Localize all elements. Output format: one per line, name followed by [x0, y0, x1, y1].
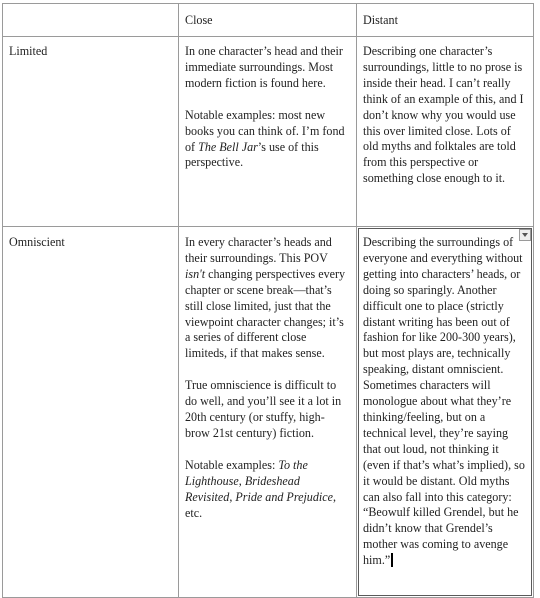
omniscient-distant-paragraph-1 [363, 235, 526, 569]
omniscient-close-p1-italic: isn't [185, 266, 206, 281]
table-header-row [3, 4, 534, 37]
limited-close-title-bell-jar: The Bell Jar [198, 139, 258, 154]
omniscient-close-p3-sep1: , [238, 473, 245, 488]
cell-omniscient-distant[interactable] [357, 227, 534, 598]
header-close-text: Close [185, 13, 213, 27]
title-brideshead-revisited: Brideshead Revisited [185, 473, 300, 504]
limited-close-paragraph-1: In one character’s head and their immediate surroundings. Most modern fiction is found here. [185, 44, 343, 90]
row-label-cell-limited[interactable] [3, 37, 179, 227]
cell-menu-button[interactable] [519, 229, 531, 241]
limited-close-p2-tail: ’s use of this perspective. [185, 139, 319, 170]
table-row-omniscient [3, 227, 534, 598]
omniscient-distant-text: Describing the surroundings of everyone and everything without getting into characters’ heads, or doing so sparingly. Another difficult one to place (strictly distant writing has been out of fashion for like 200-300 years), but most plays are, technically speaking, distant omniscient. Sometimes characters will monologue about what they’re thinking/feeling, but on a technical level, they’re saying that out loud, not thinking it (even if that’s what’s implied), so it would be distant. Old myths can also fall into this category: “Beowulf killed Grendel, but he didn’t know that Grendel’s mother was coming to avenge him.” [363, 235, 525, 568]
limited-close-paragraph-2 [185, 108, 349, 172]
header-distant-text: Distant [363, 13, 398, 27]
cell-limited-close[interactable] [179, 37, 357, 227]
row-label-limited: Limited [9, 44, 48, 58]
omniscient-close-p1-tail: changing perspectives every chapter or scene break—that’s still close limited, just that the viewpoint character changes; it’s a series of different close limiteds, if that makes sense. [185, 266, 346, 361]
omniscient-close-paragraph-2: True omniscience is difficult to do well, and you’ll see it a lot in 20th century (or stuffy, high-brow 21st century) fiction. [185, 378, 342, 440]
omniscient-close-p1-text: In every character’s heads and their surroundings. This POV [185, 235, 332, 265]
pov-table [2, 3, 534, 598]
omniscient-close-paragraph-3 [185, 458, 349, 522]
omniscient-close-p3-sep2: , [229, 489, 236, 504]
limited-distant-paragraph-1: Describing one character’s surroundings, little to no prose is inside their head. I can’t really think of an example of this, and I don’t know why you would use this over limited close. Lots of old myths and folktales are told from this perspective or something close enough to it. [363, 44, 524, 186]
header-cell-close[interactable] [179, 4, 357, 37]
row-label-cell-omniscient[interactable] [3, 227, 179, 598]
header-cell-blank[interactable] [3, 4, 179, 37]
cell-omniscient-close[interactable] [179, 227, 357, 598]
limited-close-p2-text: Notable examples: most new books you can think of. I’m fond of [185, 107, 345, 154]
table-row-limited [3, 37, 534, 227]
text-caret [391, 553, 393, 567]
row-label-omniscient: Omniscient [9, 235, 65, 249]
omniscient-close-p3-tail: , etc. [185, 489, 337, 520]
title-pride-and-prejudice: Pride and Prejudice [235, 489, 333, 504]
chevron-down-icon [521, 232, 529, 238]
omniscient-close-p3-text: Notable examples: [185, 457, 279, 472]
omniscient-close-paragraph-1 [185, 235, 349, 362]
title-to-the-lighthouse: To the Lighthouse [185, 457, 308, 488]
cell-limited-distant[interactable] [357, 37, 534, 227]
header-cell-distant[interactable] [357, 4, 534, 37]
